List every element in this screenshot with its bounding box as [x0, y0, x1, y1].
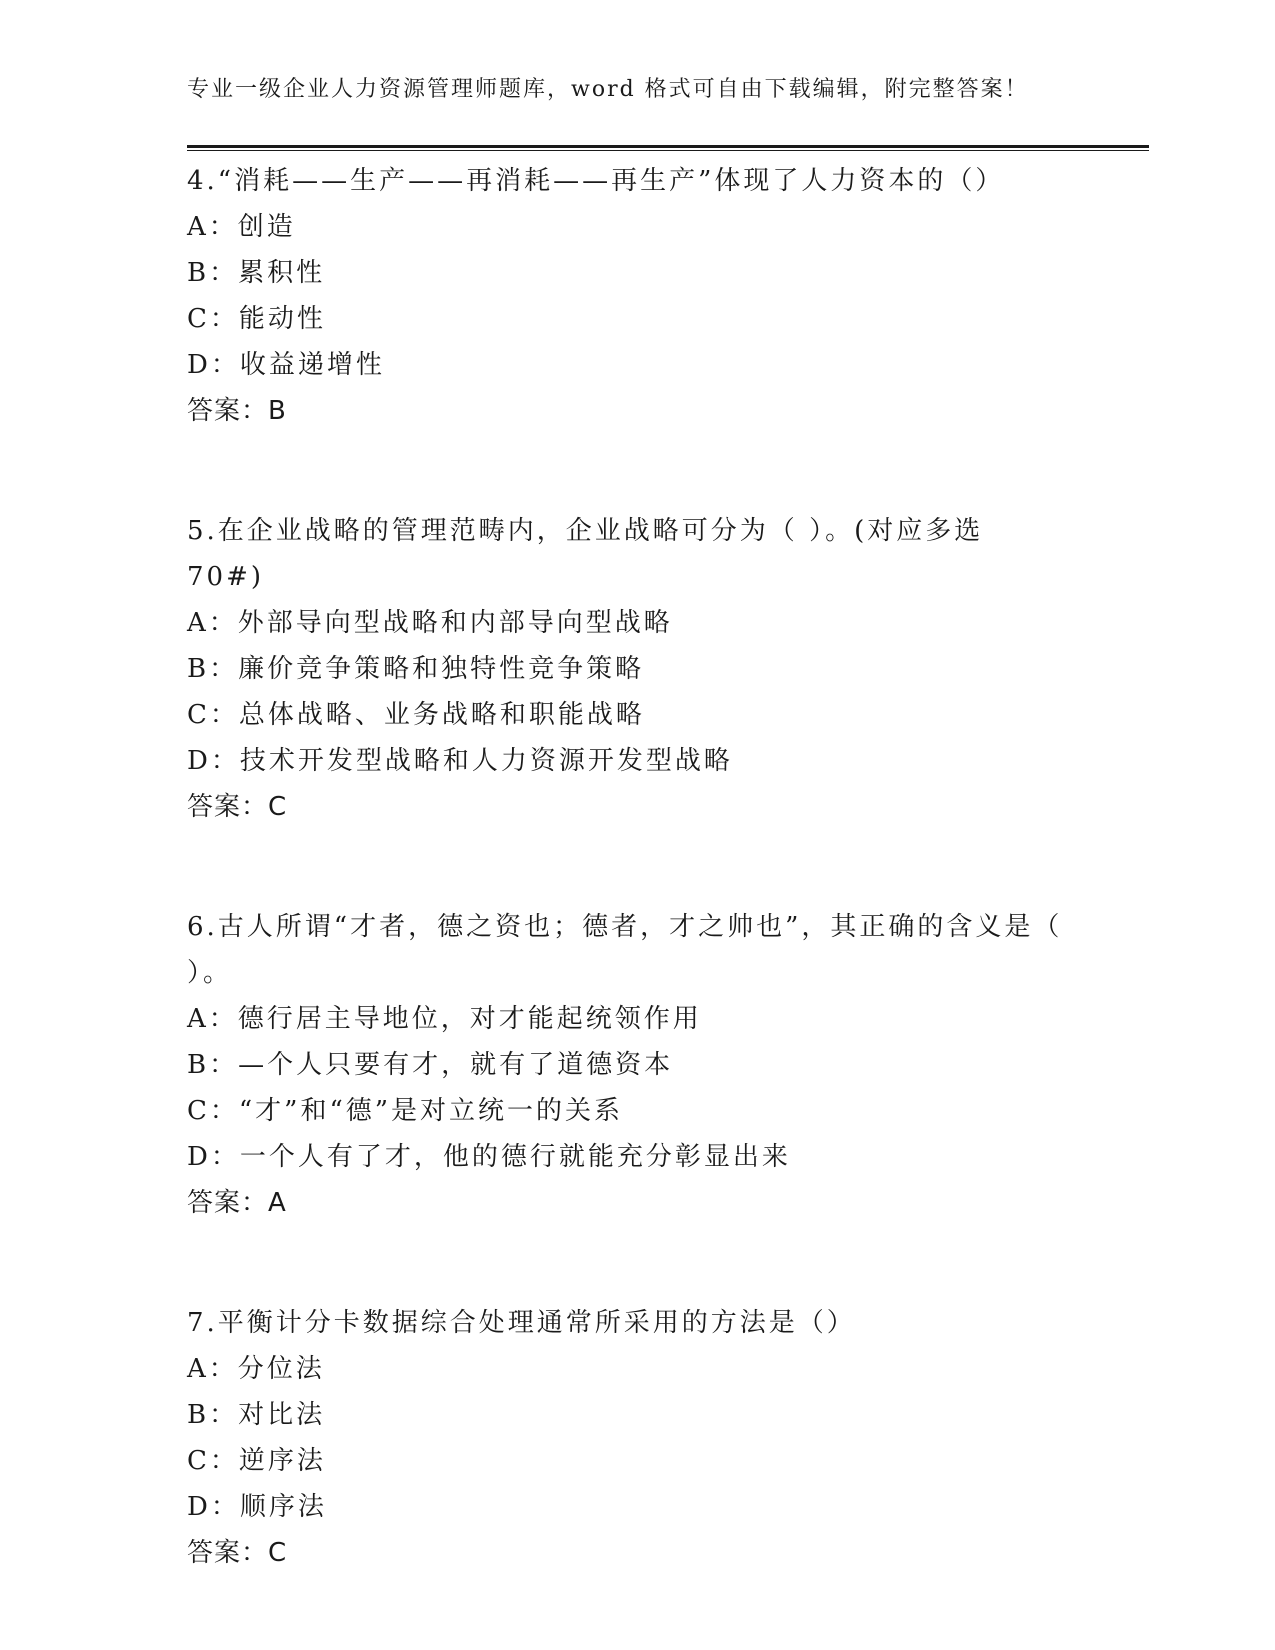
- question-text: 7.平衡计分卡数据综合处理通常所采用的方法是（）: [187, 1308, 856, 1338]
- option-a: A：外部导向型战略和内部导向型战略: [187, 608, 673, 638]
- question-7: [187, 1300, 1087, 1576]
- answer: 答案：B: [187, 396, 287, 426]
- option-b: B：对比法: [187, 1400, 326, 1430]
- option-c: C：“才”和“德”是对立统一的关系: [187, 1096, 624, 1126]
- answer: 答案：A: [187, 1188, 287, 1218]
- option-c: C：逆序法: [187, 1446, 326, 1476]
- question-4: [187, 158, 1087, 434]
- option-b: B：—个人只要有才，就有了道德资本: [187, 1050, 674, 1080]
- question-list: [187, 158, 1087, 1650]
- option-d: D：收益递增性: [187, 350, 385, 380]
- question-text: 5.在企业战略的管理范畴内，企业战略可分为（ ）。(对应多选 70#): [187, 516, 984, 592]
- page-header: 专业一级企业人力资源管理师题库，word 格式可自由下载编辑，附完整答案！: [187, 77, 1029, 102]
- header-rule-thick: [187, 145, 1149, 148]
- option-a: A：创造: [187, 212, 296, 242]
- answer: 答案：C: [187, 792, 288, 822]
- option-b: B：廉价竞争策略和独特性竞争策略: [187, 654, 645, 684]
- question-6: [187, 904, 1087, 1226]
- option-a: A：分位法: [187, 1354, 325, 1384]
- option-c: C：能动性: [187, 304, 326, 334]
- header-rule-thin: [187, 150, 1149, 151]
- question-5: [187, 508, 1087, 830]
- question-text: 6.古人所谓“才者，德之资也；德者，才之帅也”，其正确的含义是（ ）。: [187, 912, 1063, 988]
- option-d: D：一个人有了才，他的德行就能充分彰显出来: [187, 1142, 791, 1172]
- option-d: D：技术开发型战略和人力资源开发型战略: [187, 746, 733, 776]
- question-text: 4.“消耗——生产——再消耗——再生产”体现了人力资本的（）: [187, 166, 1005, 196]
- option-d: D：顺序法: [187, 1492, 327, 1522]
- option-b: B：累积性: [187, 258, 326, 288]
- answer: 答案：C: [187, 1538, 288, 1568]
- option-a: A：德行居主导地位，对才能起统领作用: [187, 1004, 702, 1034]
- option-c: C：总体战略、业务战略和职能战略: [187, 700, 645, 730]
